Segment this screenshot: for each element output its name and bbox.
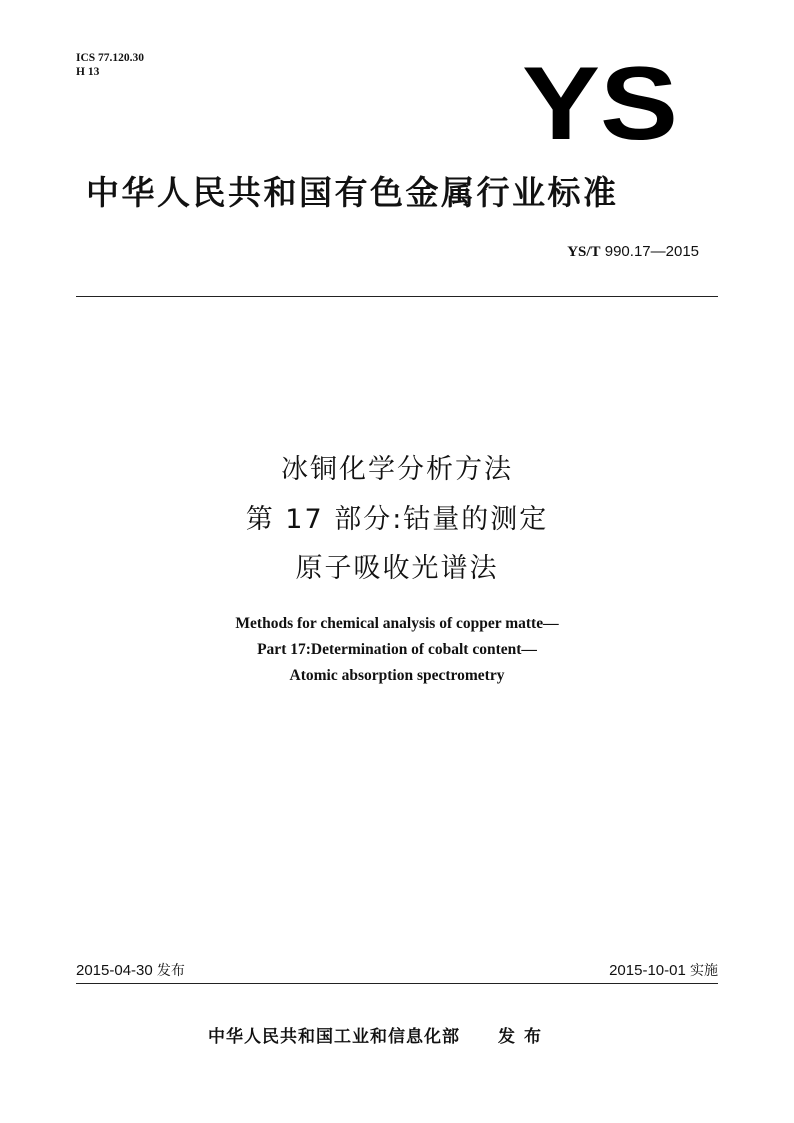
issuer-name: 中华人民共和国工业和信息化部 [208, 1027, 460, 1047]
standard-code: 990.17—2015 [604, 243, 699, 260]
implement-date [609, 960, 718, 980]
title-en-line-3: Atomic absorption spectrometry [289, 667, 505, 684]
implement-date-label: 实施 [690, 963, 718, 979]
issue-date-label: 发布 [156, 963, 185, 979]
org-title: 中华人民共和国有色金属行业标准 [86, 173, 619, 212]
ccs-code: H 13 [76, 66, 100, 78]
classification-codes [76, 51, 144, 79]
title-cn-line-1: 冰铜化学分析方法 [281, 454, 513, 485]
title-en-line-1: Methods for chemical analysis of copper matte— [235, 615, 559, 632]
implement-date-value: 2015-10-01 [609, 962, 686, 979]
standard-number [567, 243, 699, 261]
svg-text:YS: YS [522, 46, 678, 144]
footer-rule [76, 983, 718, 984]
header-rule [76, 296, 718, 297]
issue-date [76, 960, 185, 980]
issuer [208, 1022, 550, 1047]
standard-prefix: YS/T [567, 244, 601, 260]
issuer-action: 发布 [498, 1027, 550, 1047]
ics-code: ICS 77.120.30 [76, 52, 145, 64]
issue-date-value: 2015-04-30 [76, 962, 153, 979]
title-cn-line-2: 第 17 部分:钴量的测定 [245, 504, 549, 535]
ys-logo [520, 44, 680, 144]
title-cn-line-3: 原子吸收光谱法 [295, 553, 499, 584]
title-en-line-2: Part 17:Determination of cobalt content— [257, 641, 537, 658]
